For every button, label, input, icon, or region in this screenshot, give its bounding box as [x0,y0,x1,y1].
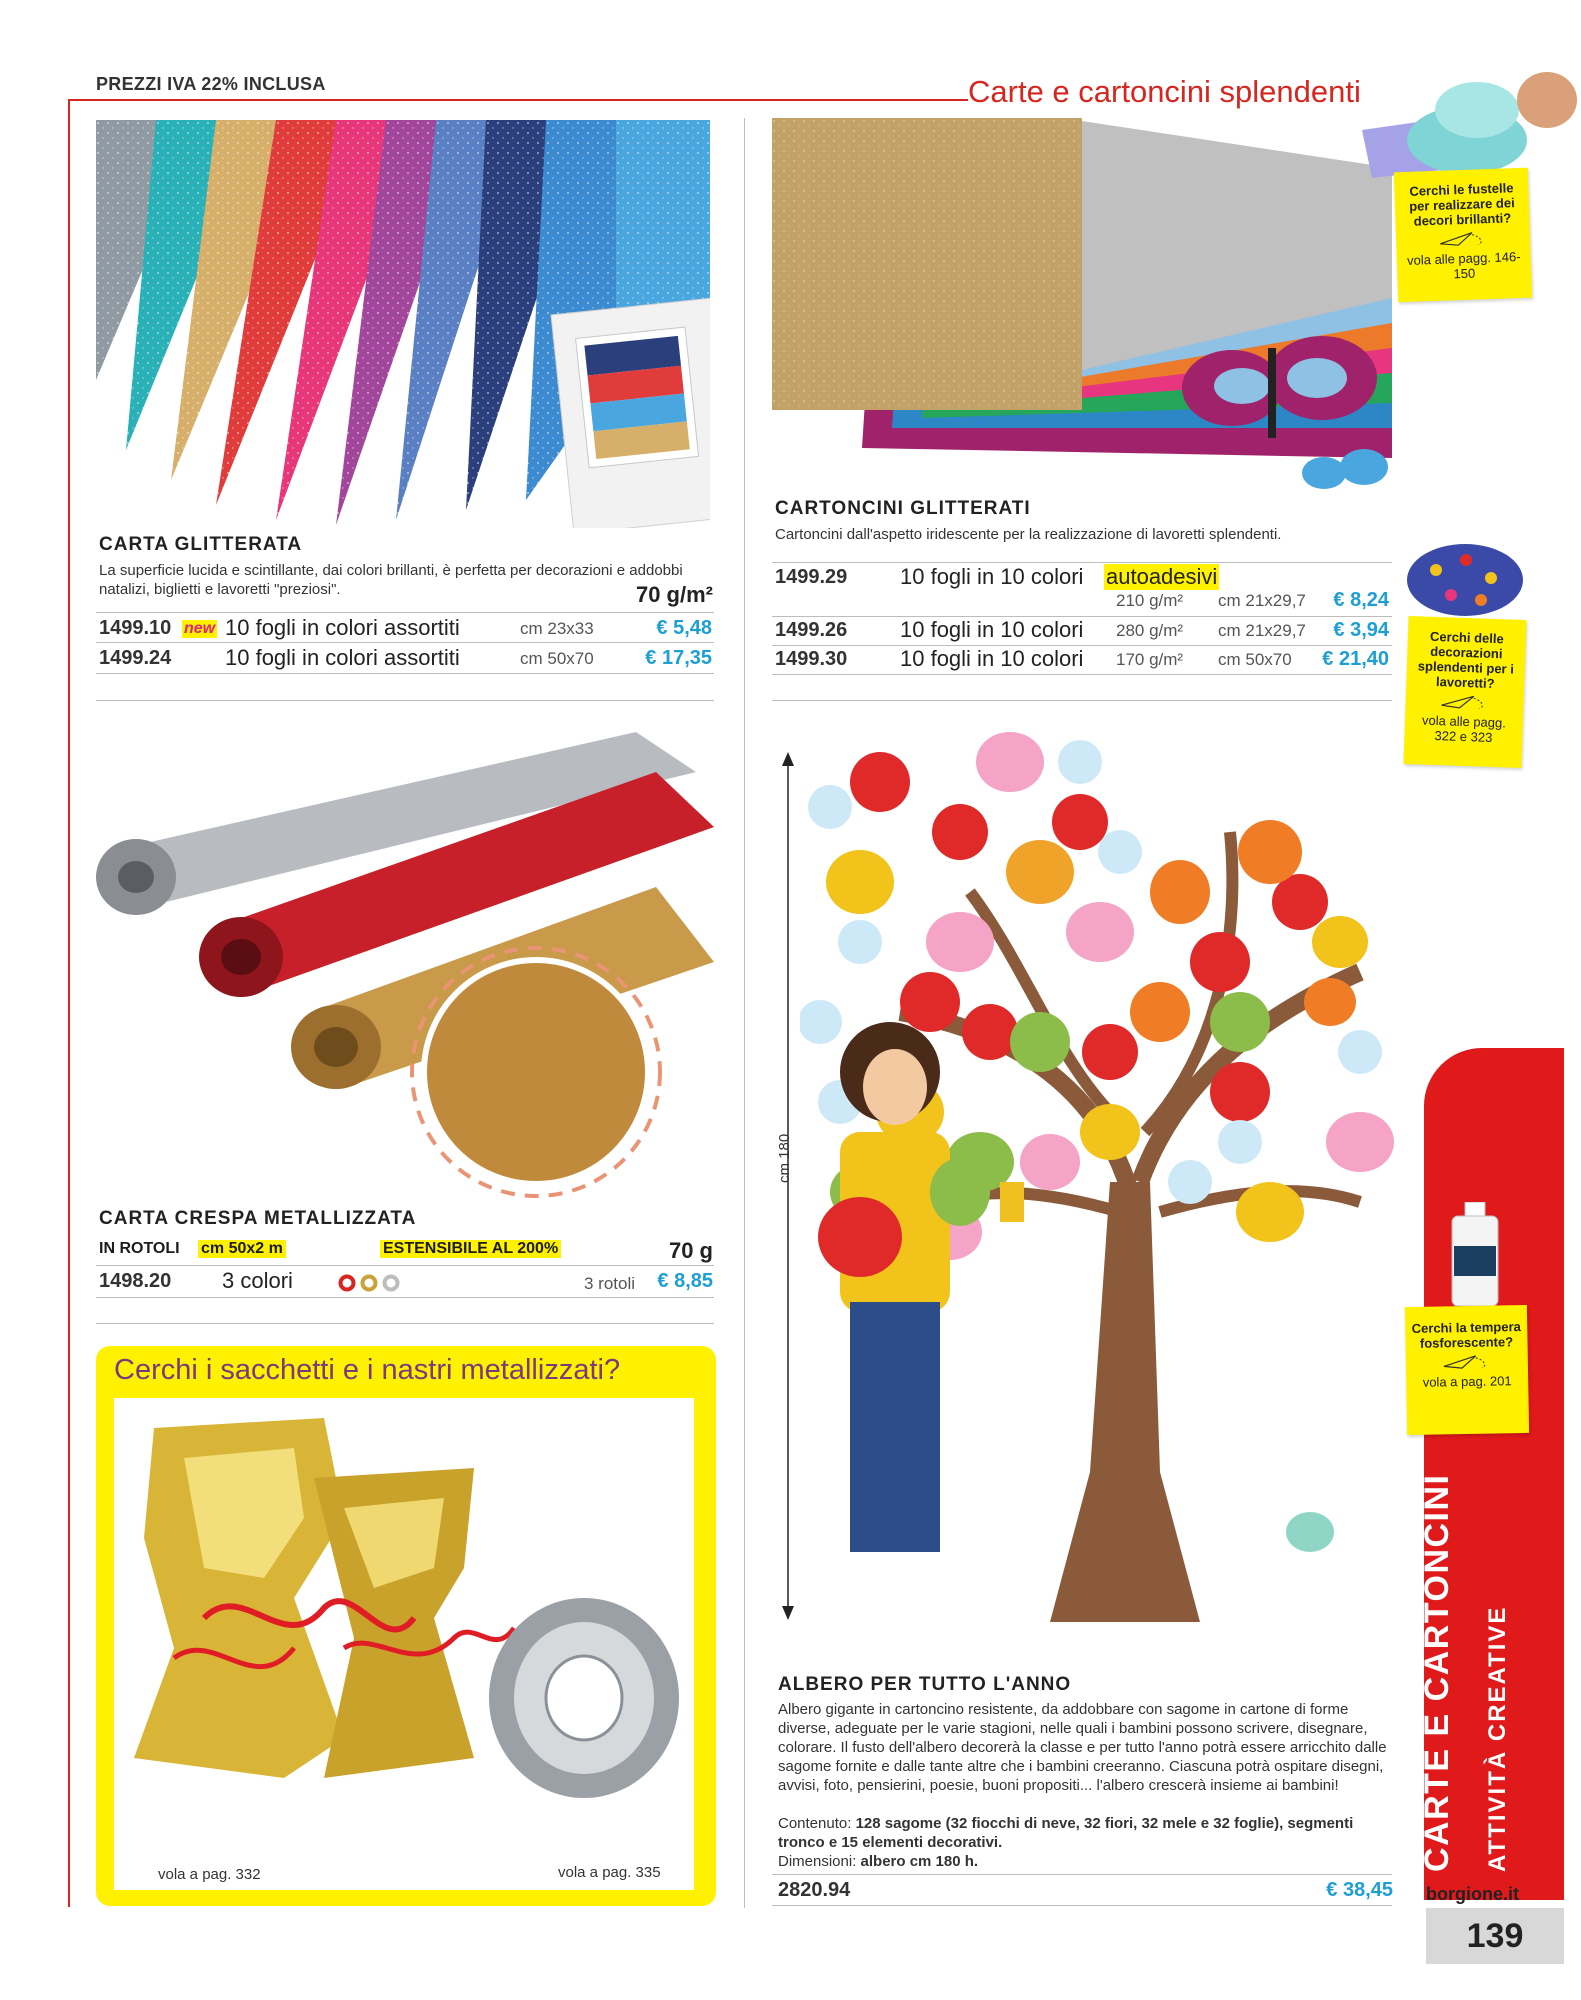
left-margin-rule [68,99,70,1907]
glitter-cardstock-image [772,118,1392,498]
product-size: cm 50x70 [1218,650,1292,669]
product-code: 1499.30 [775,648,848,670]
tree-image [800,712,1400,1632]
note-link: vola alle pagg. 322 e 323 [1421,712,1507,745]
table-rule [96,1297,714,1298]
contents-label: Contenuto: [778,1815,856,1832]
color-swatches [338,1274,404,1292]
dimensions-value: albero cm 180 h. [860,1853,979,1870]
sticky-note-punches[interactable] [1394,168,1532,303]
paper-plane-icon [1438,230,1489,248]
row-divider-left [96,700,714,701]
glitter-paper-image [96,120,710,528]
vat-note: PREZZI IVA 22% INCLUSA [96,74,326,94]
roll-quantity: 3 rotoli [584,1274,636,1293]
self-adhesive-label: autoadesivi [1106,564,1218,589]
contents-value: 128 sagome (32 fiocchi di neve, 32 fiori, 32 mele e 32 foglie), segmenti tronco e 15 elementi decorativi. [778,1815,1354,1851]
product-price: € 21,40 [1322,648,1389,670]
product-price: € 3,94 [1333,619,1389,641]
product-price: € 17,35 [645,647,712,669]
section-title: Carte e cartoncini splendenti [968,74,1361,109]
sticky-note-decorations[interactable] [1403,616,1526,768]
table-rule [96,612,714,613]
rolls-label: IN ROTOLI [99,1240,180,1257]
product-price: € 5,48 [656,617,712,639]
product-code: 1499.24 [99,647,172,669]
product-price: € 38,45 [1326,1879,1393,1901]
cartoncini-glitterati-title: CARTONCINI GLITTERATI [775,498,1031,519]
sticky-note-tempera[interactable] [1405,1305,1529,1435]
site-url[interactable]: borgione.it [1426,1884,1519,1904]
table-rule [772,562,1392,563]
product-code: 1499.29 [775,566,848,588]
crepe-paper-image [96,712,714,1212]
carta-glitterata-weight: 70 g/m² [635,582,713,607]
new-badge: new [184,620,216,637]
table-rule [96,673,714,674]
row-divider-right [772,700,1392,701]
product-item: 3 colori [222,1268,293,1293]
product-code: 1499.26 [775,619,848,641]
table-rule [96,1265,714,1266]
dimensions-label: Dimensioni: [778,1853,861,1870]
product-size: cm 50x70 [520,649,594,668]
paper-plane-icon [1439,693,1490,711]
roll-size: cm 50x2 m [198,1240,286,1258]
height-label: cm 180 [776,1133,793,1183]
product-price: € 8,24 [1333,589,1389,611]
albero-contents [778,1814,1392,1852]
category-label: CARTE E CARTONCINI [1418,1473,1456,1872]
table-rule [772,1874,1392,1875]
product-item: 10 fogli in 10 colori [900,564,1084,589]
product-item: 10 fogli in 10 colori [900,646,1084,671]
promo-box [96,1346,716,1906]
note-question: Cerchi le fustelle per realizzare dei decori brillanti? [1408,180,1515,229]
product-weight: 280 g/m² [1116,621,1184,640]
promo-image-area [114,1398,694,1890]
product-weight: 210 g/m² [1116,591,1184,610]
paper-plane-icon [1442,1354,1492,1371]
note-link: vola alle pagg. 146-150 [1406,249,1521,282]
cartoncini-glitterati-description: Cartoncini dall'aspetto iridescente per la realizzazione di lavoretti splendenti. [775,526,1282,543]
product-size: cm 21x29,7 [1218,591,1306,610]
page-number: 139 [1426,1908,1564,1964]
product-item: 10 fogli in colori assortiti [225,645,460,670]
promo-link-left[interactable]: vola a pag. 332 [158,1866,261,1883]
albero-dimensions [778,1852,1392,1871]
paint-bottle-image [1448,1202,1502,1306]
stretch-label: ESTENSIBILE AL 200% [380,1240,561,1258]
header-rule [68,99,968,101]
albero-title: ALBERO PER TUTTO L'ANNO [778,1674,1072,1695]
hole-punch-image [1362,70,1581,180]
table-rule [96,642,714,643]
carta-crespa-title: CARTA CRESPA METALLIZZATA [99,1208,417,1229]
promo-title: Cerchi i sacchetti e i nastri metallizzati? [114,1354,621,1386]
sequins-image [1406,540,1524,618]
crepe-weight: 70 g [668,1238,713,1263]
product-size: cm 23x33 [520,619,594,638]
note-question: Cerchi la tempera fosforescente? [1411,1319,1521,1351]
note-link: vola a pag. 201 [1422,1373,1512,1390]
carta-glitterata-description: La superficie lucida e scintillante, dai colori brillanti, è perfetta per decorazioni e addobbi natalizi, biglietti e lavoretti "preziosi". [99,562,683,598]
promo-link-right[interactable]: vola a pag. 335 [558,1864,661,1881]
column-divider [744,118,745,1908]
product-weight: 170 g/m² [1116,650,1184,669]
table-rule [772,1905,1392,1906]
product-price: € 8,85 [657,1270,713,1292]
product-item: 10 fogli in colori assortiti [225,615,460,640]
table-rule [772,674,1392,675]
product-size: cm 21x29,7 [1218,621,1306,640]
section-label: ATTIVITÀ CREATIVE [1484,1605,1511,1872]
carta-glitterata-title: CARTA GLITTERATA [99,534,303,555]
product-code: 1499.10 [99,617,172,639]
albero-description: Albero gigante in cartoncino resistente, da addobbare con sagome in cartone di forme diverse, adeguate per le varie stagioni, nelle quali i bambini possono scrivere, disegnare, colorare. Il fusto dell'albero decorerà la classe e per tutto l'anno potrà essere arricchito dalle sagome fornite e dalle tante altre che i bambini creeranno. Ciascuna potrà ospitare disegni, avvisi, foto, pensierini, poesie, buoni propositi... l'albero crescerà insieme ai bambini! [778,1701,1387,1794]
tree-arrow [782,752,794,1620]
note-question: Cerchi delle decorazioni splendenti per i lavoretti? [1417,628,1515,692]
product-code: 2820.94 [778,1879,851,1901]
row-divider-left-2 [96,1323,714,1324]
product-code: 1498.20 [99,1270,172,1292]
product-item: 10 fogli in 10 colori [900,617,1084,642]
